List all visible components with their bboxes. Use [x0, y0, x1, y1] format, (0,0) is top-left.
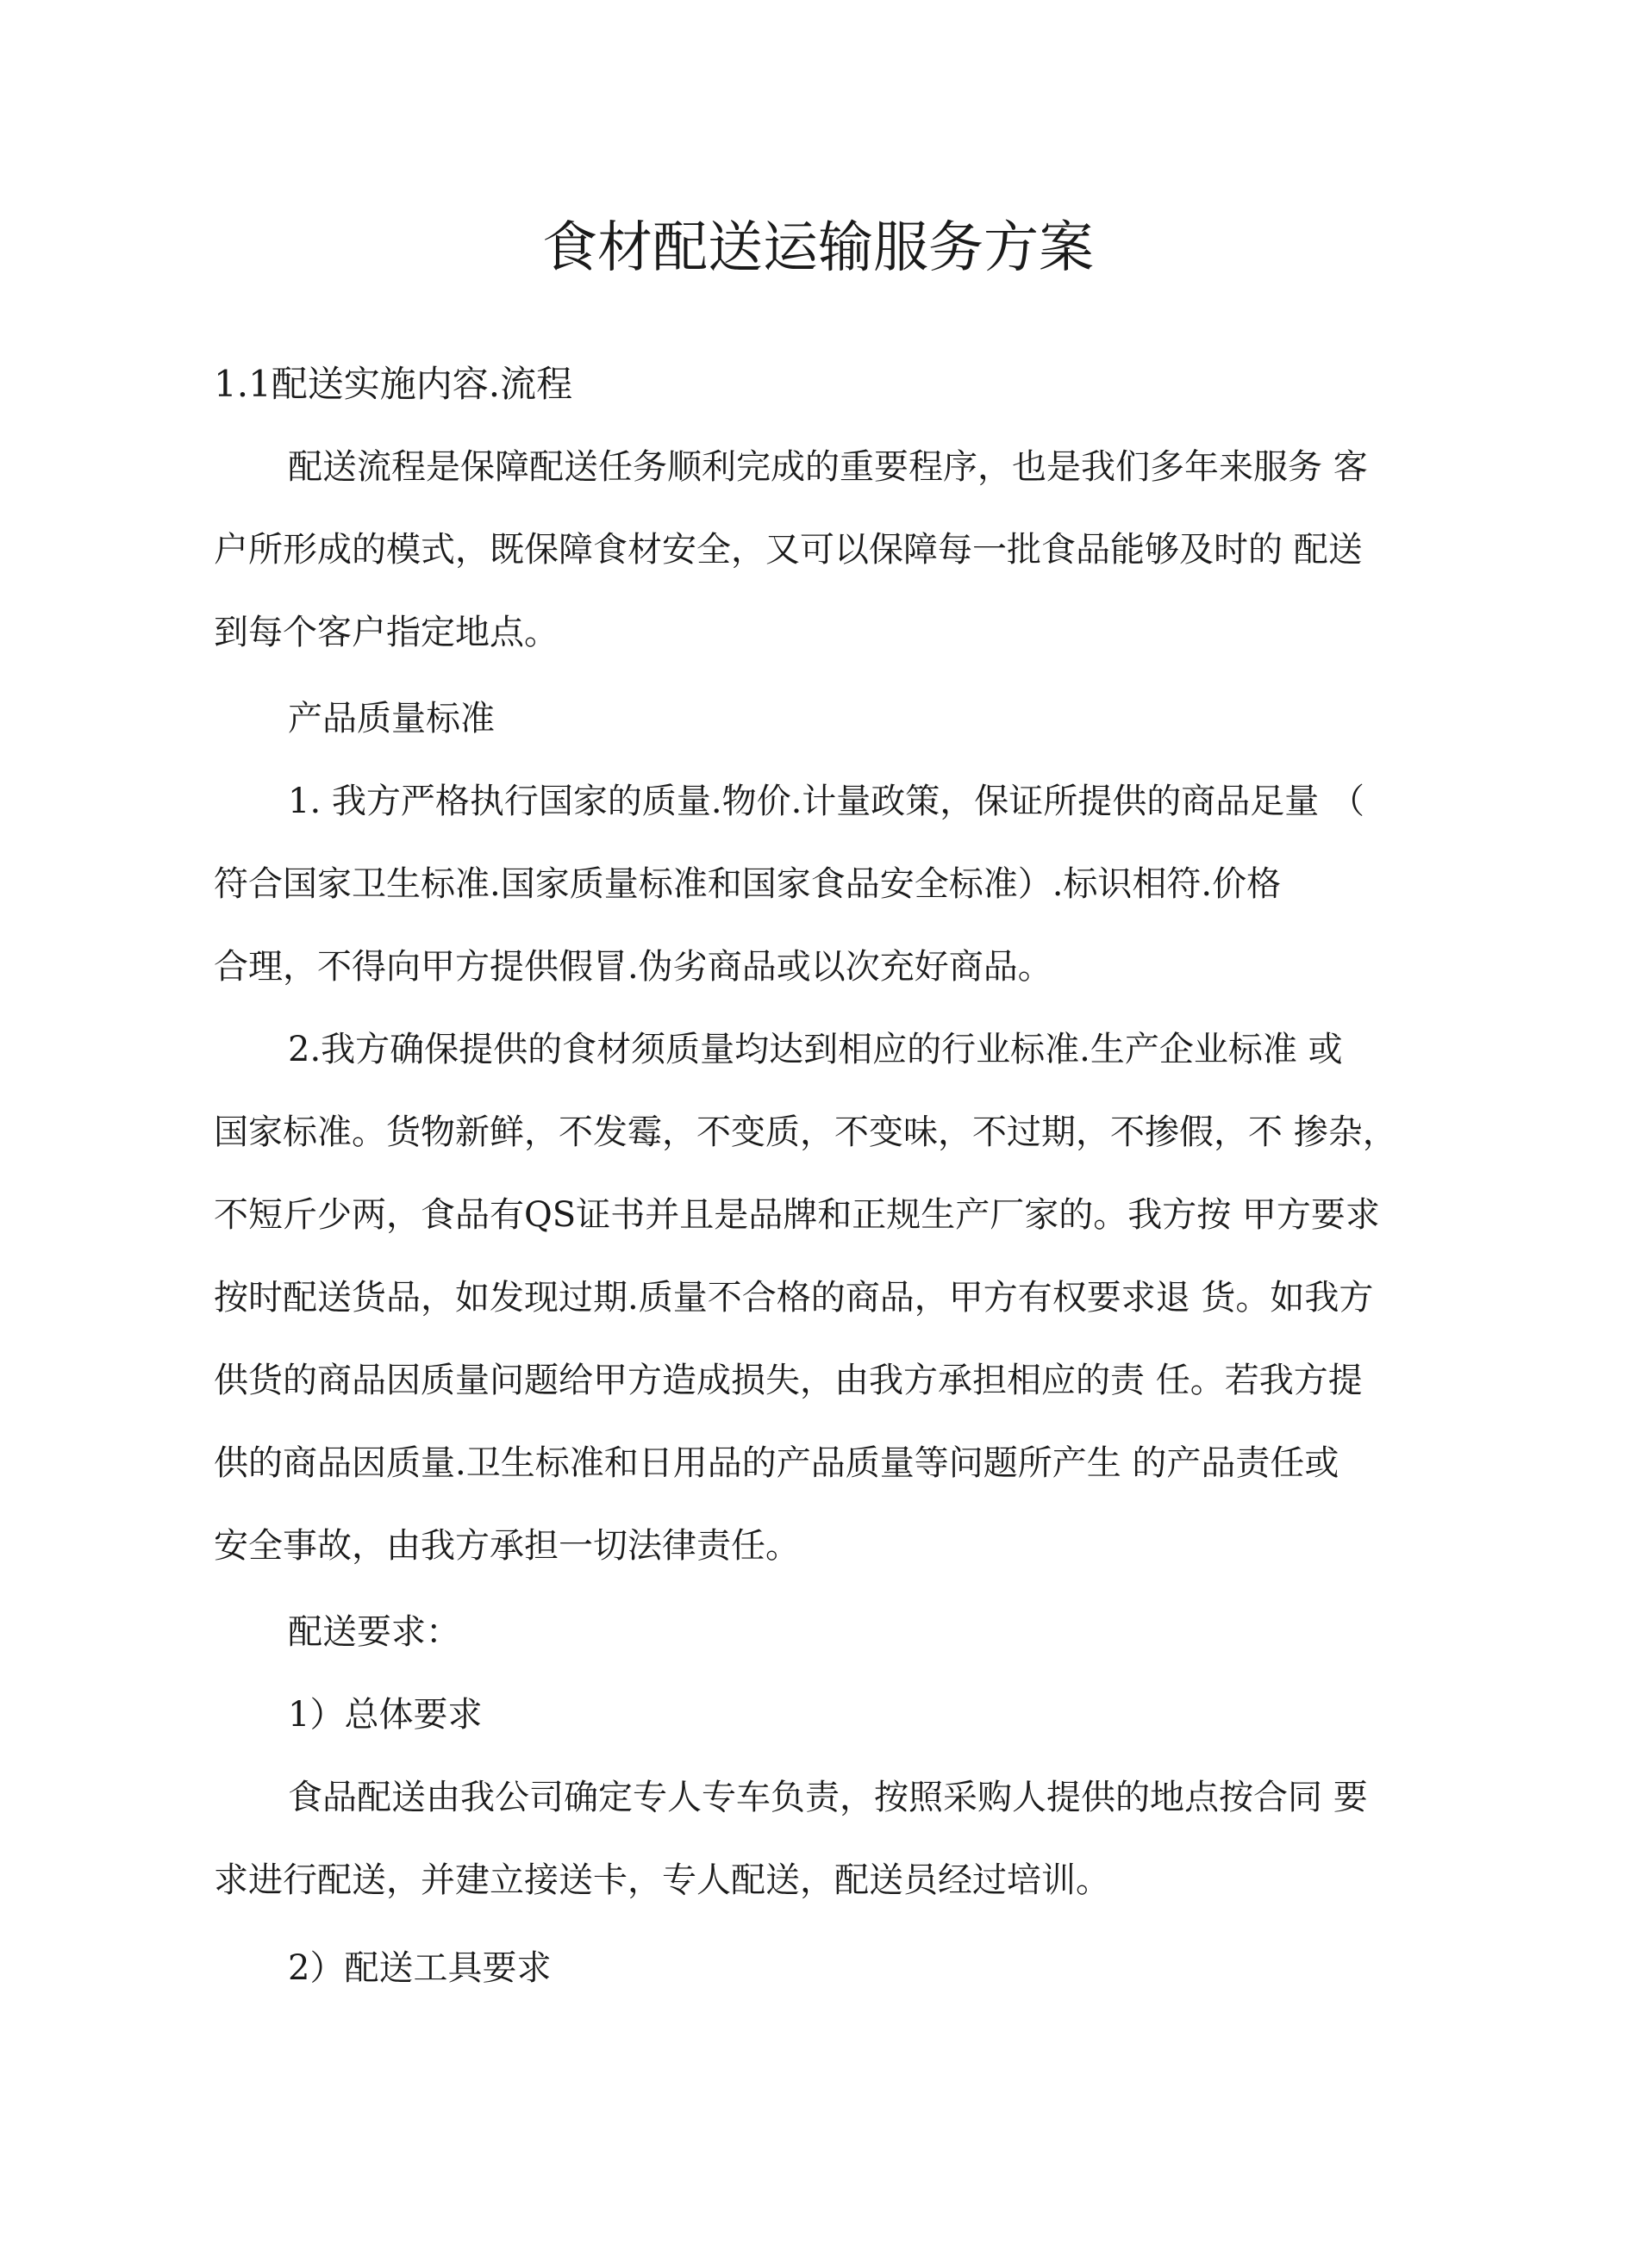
section-heading: 1.1配送实施内容.流程	[214, 363, 573, 405]
subheading-line: 2）配送工具要求	[288, 1948, 552, 1988]
paragraph-line: 安全事故，由我方承担一切法律责任。	[214, 1526, 800, 1566]
paragraph-line: 符合国家卫生标准.国家质量标准和国家食品安全标准）.标识相符.价格	[214, 864, 1282, 904]
paragraph-line: 户所形成的模式，既保障食材安全，又可以保障每一批食品能够及时的 配送	[214, 530, 1363, 570]
paragraph-line: 2.我方确保提供的食材须质量均达到相应的行业标准.生产企业标准 或	[288, 1030, 1343, 1069]
paragraph-line: 配送流程是保障配送任务顺利完成的重要程序，也是我们多年来服务 客	[288, 447, 1368, 487]
subheading-line: 产品质量标准	[288, 699, 495, 738]
subheading-line: 1）总体要求	[288, 1695, 483, 1735]
paragraph-line: 供的商品因质量.卫生标准和日用品的产品质量等问题所产生 的产品责任或	[214, 1443, 1339, 1483]
subheading-line: 配送要求：	[288, 1612, 460, 1652]
paragraph-line: 按时配送货品，如发现过期.质量不合格的商品，甲方有权要求退 货。如我方	[214, 1278, 1374, 1318]
document-title: 食材配送运输服务方案	[542, 216, 1094, 280]
paragraph-line: 供货的商品因质量问题给甲方造成损失，由我方承担相应的责 任。若我方提	[214, 1361, 1363, 1400]
paragraph-line: 合理，不得向甲方提供假冒.伪劣商品或以次充好商品。	[214, 947, 1052, 987]
paragraph-line: 求进行配送，并建立接送卡，专人配送，配送员经过培训。	[214, 1860, 1110, 1900]
paragraph-line: 1. 我方严格执行国家的质量.物价.计量政策，保证所提供的商品足量 （	[288, 782, 1365, 821]
paragraph-line: 食品配送由我公司确定专人专车负责，按照采购人提供的地点按合同 要	[288, 1778, 1368, 1817]
paragraph-line: 不短斤少两，食品有QS证书并且是品牌和正规生产厂家的。我方按 甲方要求	[214, 1195, 1380, 1235]
paragraph-line: 到每个客户指定地点。	[214, 613, 559, 652]
paragraph-line: 国家标准。货物新鲜，不发霉，不变质，不变味，不过期，不掺假，不 掺杂，	[214, 1112, 1397, 1152]
